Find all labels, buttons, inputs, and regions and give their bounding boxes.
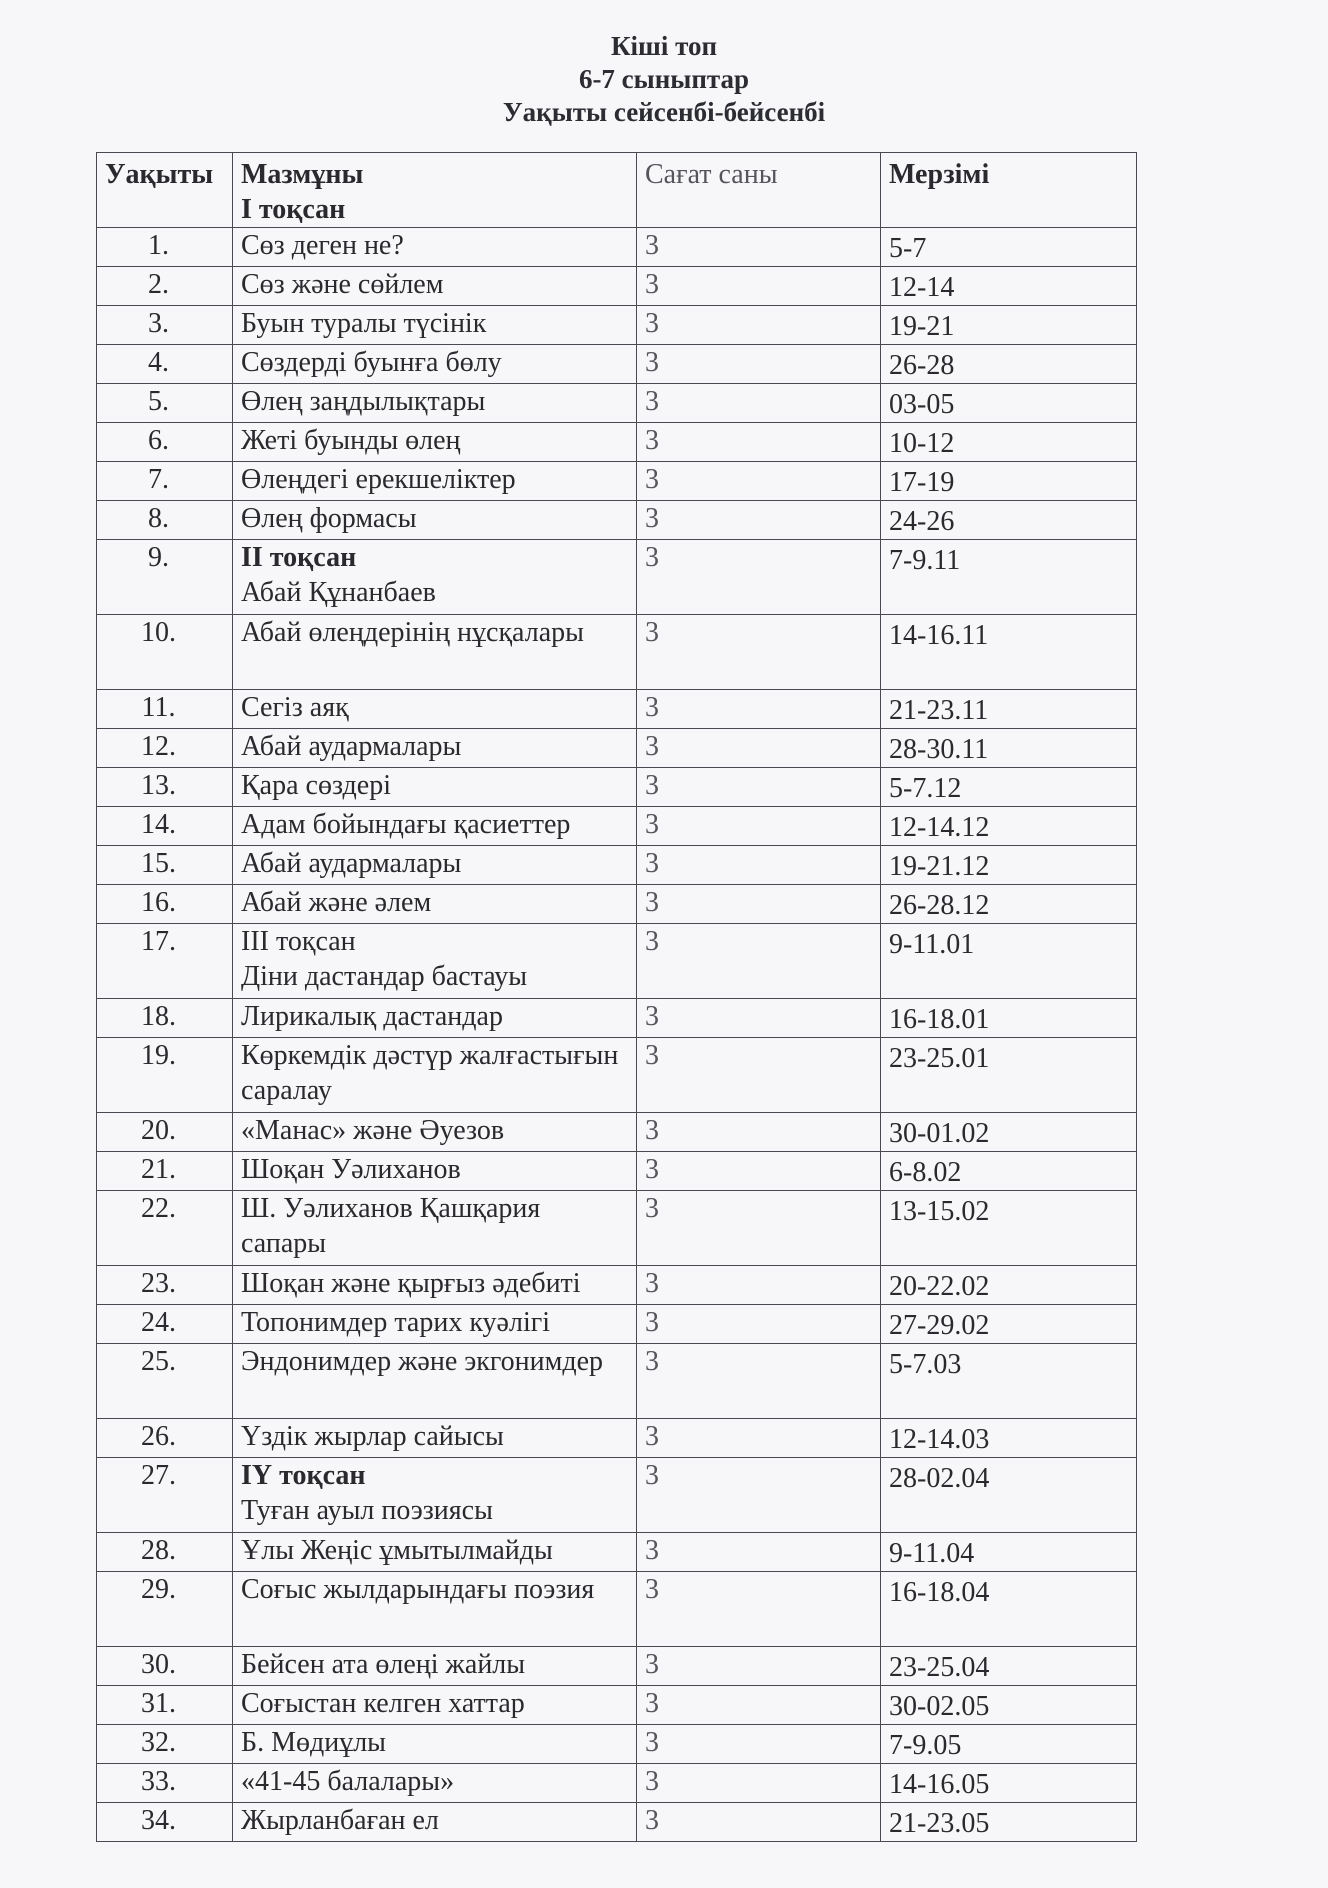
table-row bbox=[97, 1266, 1137, 1305]
topic-text: Соғыстан келген хаттар bbox=[241, 1688, 525, 1719]
table-row bbox=[97, 1533, 1137, 1572]
row-hours: 3 bbox=[637, 306, 881, 345]
row-hours: 3 bbox=[637, 1803, 881, 1842]
row-hours: 3 bbox=[637, 1113, 881, 1152]
row-hours: 3 bbox=[637, 540, 881, 615]
row-hours: 3 bbox=[637, 999, 881, 1038]
row-topic-cell bbox=[233, 1305, 637, 1344]
table-row bbox=[97, 1038, 1137, 1113]
table-row bbox=[97, 690, 1137, 729]
row-number: 32. bbox=[97, 1725, 233, 1764]
table-row bbox=[97, 501, 1137, 540]
quarter-label: ІҮ тоқсан bbox=[241, 1460, 366, 1491]
topic-text: «41-45 балалары» bbox=[241, 1766, 455, 1797]
row-topic-cell bbox=[233, 423, 637, 462]
row-number: 8. bbox=[97, 501, 233, 540]
row-dates: 12-14.12 bbox=[881, 807, 1137, 846]
row-dates: 14-16.05 bbox=[881, 1764, 1137, 1803]
row-dates: 16-18.01 bbox=[881, 999, 1137, 1038]
topic-text: Абай аудармалары bbox=[241, 848, 462, 879]
col-header-hours: Сағат саны bbox=[637, 153, 881, 228]
row-number: 9. bbox=[97, 540, 233, 615]
row-dates: 28-30.11 bbox=[881, 729, 1137, 768]
table-row bbox=[97, 1152, 1137, 1191]
row-number: 18. bbox=[97, 999, 233, 1038]
row-hours: 3 bbox=[637, 1647, 881, 1686]
row-number: 20. bbox=[97, 1113, 233, 1152]
row-topic-cell bbox=[233, 1686, 637, 1725]
topic-text: Лирикалық дастандар bbox=[241, 1001, 503, 1032]
row-topic-cell bbox=[233, 846, 637, 885]
table-row bbox=[97, 423, 1137, 462]
row-hours: 3 bbox=[637, 1686, 881, 1725]
row-topic-cell bbox=[233, 885, 637, 924]
row-dates: 21-23.05 bbox=[881, 1803, 1137, 1842]
row-number: 26. bbox=[97, 1419, 233, 1458]
grades-title: 6-7 сыныптар bbox=[578, 64, 750, 94]
row-number: 12. bbox=[97, 729, 233, 768]
row-topic-cell bbox=[233, 540, 637, 615]
row-hours: 3 bbox=[637, 885, 881, 924]
topic-text: Өлең формасы bbox=[241, 503, 417, 534]
topic-text: Шоқан және қырғыз әдебиті bbox=[241, 1268, 581, 1299]
table-row bbox=[97, 345, 1137, 384]
row-topic-cell bbox=[233, 501, 637, 540]
table-row bbox=[97, 729, 1137, 768]
row-dates: 7-9.05 bbox=[881, 1725, 1137, 1764]
quarter-label: ІІ тоқсан bbox=[241, 542, 357, 573]
row-topic-cell bbox=[233, 1152, 637, 1191]
row-hours: 3 bbox=[637, 924, 881, 999]
row-topic-cell bbox=[233, 1266, 637, 1305]
row-number: 21. bbox=[97, 1152, 233, 1191]
topic-text: Соғыс жылдарындағы поэзия bbox=[241, 1574, 595, 1605]
row-hours: 3 bbox=[637, 384, 881, 423]
row-dates: 6-8.02 bbox=[881, 1152, 1137, 1191]
row-number: 28. bbox=[97, 1533, 233, 1572]
row-number: 23. bbox=[97, 1266, 233, 1305]
topic-text: Сөз және сөйлем bbox=[241, 269, 444, 300]
row-topic-cell bbox=[233, 1725, 637, 1764]
table-row bbox=[97, 924, 1137, 999]
row-dates: 27-29.02 bbox=[881, 1305, 1137, 1344]
row-number: 10. bbox=[97, 615, 233, 690]
row-dates: 7-9.11 bbox=[881, 540, 1137, 615]
table-row bbox=[97, 999, 1137, 1038]
row-dates: 10-12 bbox=[881, 423, 1137, 462]
topic-text: Ш. Уәлиханов Қашқария сапары bbox=[241, 1193, 541, 1259]
topic-text: Абай өлеңдерінің нұсқалары bbox=[241, 617, 584, 648]
row-dates: 21-23.11 bbox=[881, 690, 1137, 729]
table-row bbox=[97, 768, 1137, 807]
row-hours: 3 bbox=[637, 1344, 881, 1419]
row-number: 24. bbox=[97, 1305, 233, 1344]
row-number: 2. bbox=[97, 267, 233, 306]
topic-text: Буын туралы түсінік bbox=[241, 308, 487, 339]
row-topic-cell bbox=[233, 345, 637, 384]
table-row bbox=[97, 1647, 1137, 1686]
topic-text: Абай және әлем bbox=[241, 887, 432, 918]
row-hours: 3 bbox=[637, 1305, 881, 1344]
row-hours: 3 bbox=[637, 423, 881, 462]
row-dates: 20-22.02 bbox=[881, 1266, 1137, 1305]
row-hours: 3 bbox=[637, 1191, 881, 1266]
row-dates: 30-02.05 bbox=[881, 1686, 1137, 1725]
row-number: 13. bbox=[97, 768, 233, 807]
row-number: 29. bbox=[97, 1572, 233, 1647]
table-row bbox=[97, 615, 1137, 690]
table-row bbox=[97, 885, 1137, 924]
row-hours: 3 bbox=[637, 228, 881, 267]
table-row bbox=[97, 1419, 1137, 1458]
row-hours: 3 bbox=[637, 1533, 881, 1572]
row-number: 31. bbox=[97, 1686, 233, 1725]
table-row bbox=[97, 1113, 1137, 1152]
table-row bbox=[97, 1803, 1137, 1842]
row-number: 3. bbox=[97, 306, 233, 345]
row-topic-cell bbox=[233, 690, 637, 729]
row-topic-cell bbox=[233, 306, 637, 345]
row-number: 15. bbox=[97, 846, 233, 885]
row-topic-cell bbox=[233, 1533, 637, 1572]
topic-text: Сөз деген не? bbox=[241, 230, 404, 261]
row-hours: 3 bbox=[637, 690, 881, 729]
row-dates: 17-19 bbox=[881, 462, 1137, 501]
curriculum-table bbox=[96, 152, 1137, 1842]
topic-text: Топонимдер тарих куәлігі bbox=[241, 1307, 550, 1338]
row-number: 34. bbox=[97, 1803, 233, 1842]
table-row bbox=[97, 1191, 1137, 1266]
row-topic-cell bbox=[233, 729, 637, 768]
row-topic-cell bbox=[233, 768, 637, 807]
row-dates: 12-14.03 bbox=[881, 1419, 1137, 1458]
topic-text: Б. Мөдиұлы bbox=[241, 1727, 386, 1758]
row-dates: 9-11.04 bbox=[881, 1533, 1137, 1572]
col-header-dates: Мерзімі bbox=[881, 153, 1137, 228]
row-dates: 16-18.04 bbox=[881, 1572, 1137, 1647]
schedule-title: Уақыты сейсенбі-бейсенбі bbox=[502, 97, 826, 127]
table-row bbox=[97, 306, 1137, 345]
document-header bbox=[0, 30, 1328, 129]
row-dates: 5-7 bbox=[881, 228, 1137, 267]
table-row bbox=[97, 267, 1137, 306]
row-topic-cell bbox=[233, 1458, 637, 1533]
row-dates: 26-28.12 bbox=[881, 885, 1137, 924]
topic-text: Жеті буынды өлең bbox=[241, 425, 461, 456]
topic-text: Сөздерді буынға бөлу bbox=[241, 347, 502, 378]
row-number: 22. bbox=[97, 1191, 233, 1266]
row-number: 25. bbox=[97, 1344, 233, 1419]
row-hours: 3 bbox=[637, 1764, 881, 1803]
row-topic-cell bbox=[233, 1419, 637, 1458]
topic-text: Жырланбаған ел bbox=[241, 1805, 439, 1836]
row-dates: 14-16.11 bbox=[881, 615, 1137, 690]
col-header-time: Уақыты bbox=[97, 153, 233, 228]
row-dates: 03-05 bbox=[881, 384, 1137, 423]
table-row bbox=[97, 1725, 1137, 1764]
table-body bbox=[97, 228, 1137, 1842]
row-hours: 3 bbox=[637, 345, 881, 384]
row-hours: 3 bbox=[637, 846, 881, 885]
table-row bbox=[97, 540, 1137, 615]
col-header-content-label: Мазмұны bbox=[241, 159, 364, 190]
row-hours: 3 bbox=[637, 267, 881, 306]
row-hours: 3 bbox=[637, 1152, 881, 1191]
topic-text: Сегіз аяқ bbox=[241, 692, 349, 723]
row-hours: 3 bbox=[637, 1572, 881, 1647]
row-dates: 23-25.01 bbox=[881, 1038, 1137, 1113]
row-hours: 3 bbox=[637, 501, 881, 540]
row-topic-cell bbox=[233, 615, 637, 690]
table-row bbox=[97, 1458, 1137, 1533]
row-topic-cell bbox=[233, 1113, 637, 1152]
topic-text: Туған ауыл поэзиясы bbox=[241, 1495, 493, 1526]
row-hours: 3 bbox=[637, 1419, 881, 1458]
row-number: 30. bbox=[97, 1647, 233, 1686]
row-number: 7. bbox=[97, 462, 233, 501]
table-row bbox=[97, 1764, 1137, 1803]
row-number: 27. bbox=[97, 1458, 233, 1533]
row-dates: 19-21.12 bbox=[881, 846, 1137, 885]
quarter-1-label: І тоқсан bbox=[241, 194, 346, 225]
table-row bbox=[97, 228, 1137, 267]
topic-text: Ұлы Жеңіс ұмытылмайды bbox=[241, 1535, 553, 1566]
topic-text: Өлең заңдылықтары bbox=[241, 386, 486, 417]
row-topic-cell bbox=[233, 1344, 637, 1419]
row-hours: 3 bbox=[637, 462, 881, 501]
topic-text: Діни дастандар бастауы bbox=[241, 961, 528, 992]
row-number: 6. bbox=[97, 423, 233, 462]
topic-text: Эндонимдер және экгонимдер bbox=[241, 1346, 604, 1377]
col-header-content bbox=[233, 153, 637, 228]
row-hours: 3 bbox=[637, 729, 881, 768]
row-topic-cell bbox=[233, 1191, 637, 1266]
row-hours: 3 bbox=[637, 1725, 881, 1764]
topic-text: Өлеңдегі ерекшеліктер bbox=[241, 464, 516, 495]
table-row bbox=[97, 846, 1137, 885]
topic-text: Абай Құнанбаев bbox=[241, 577, 436, 608]
table-row bbox=[97, 807, 1137, 846]
table-row bbox=[97, 462, 1137, 501]
row-hours: 3 bbox=[637, 1266, 881, 1305]
row-topic-cell bbox=[233, 1572, 637, 1647]
row-topic-cell bbox=[233, 1038, 637, 1113]
row-dates: 19-21 bbox=[881, 306, 1137, 345]
topic-text: «Манас» және Әуезов bbox=[241, 1115, 505, 1146]
row-hours: 3 bbox=[637, 807, 881, 846]
table-row bbox=[97, 1305, 1137, 1344]
row-dates: 24-26 bbox=[881, 501, 1137, 540]
row-number: 16. bbox=[97, 885, 233, 924]
row-dates: 9-11.01 bbox=[881, 924, 1137, 999]
topic-text: Көркемдік дәстүр жалғастығын саралау bbox=[241, 1040, 619, 1106]
row-number: 4. bbox=[97, 345, 233, 384]
row-topic-cell bbox=[233, 228, 637, 267]
quarter-label: ІІІ тоқсан bbox=[241, 926, 356, 957]
row-number: 17. bbox=[97, 924, 233, 999]
table-row bbox=[97, 1572, 1137, 1647]
row-topic-cell bbox=[233, 384, 637, 423]
topic-text: Қара сөздері bbox=[241, 770, 391, 801]
row-number: 5. bbox=[97, 384, 233, 423]
row-number: 1. bbox=[97, 228, 233, 267]
table-row bbox=[97, 384, 1137, 423]
row-dates: 30-01.02 bbox=[881, 1113, 1137, 1152]
row-dates: 13-15.02 bbox=[881, 1191, 1137, 1266]
topic-text: Бейсен ата өлеңі жайлы bbox=[241, 1649, 526, 1680]
row-dates: 26-28 bbox=[881, 345, 1137, 384]
row-topic-cell bbox=[233, 462, 637, 501]
row-number: 19. bbox=[97, 1038, 233, 1113]
topic-text: Абай аудармалары bbox=[241, 731, 462, 762]
topic-text: Шоқан Уәлиханов bbox=[241, 1154, 461, 1185]
row-dates: 23-25.04 bbox=[881, 1647, 1137, 1686]
row-dates: 5-7.03 bbox=[881, 1344, 1137, 1419]
row-topic-cell bbox=[233, 1803, 637, 1842]
row-dates: 28-02.04 bbox=[881, 1458, 1137, 1533]
row-topic-cell bbox=[233, 1764, 637, 1803]
row-number: 11. bbox=[97, 690, 233, 729]
row-topic-cell bbox=[233, 807, 637, 846]
row-topic-cell bbox=[233, 999, 637, 1038]
row-hours: 3 bbox=[637, 1458, 881, 1533]
row-topic-cell bbox=[233, 1647, 637, 1686]
topic-text: Үздік жырлар сайысы bbox=[241, 1421, 504, 1452]
row-hours: 3 bbox=[637, 1038, 881, 1113]
row-topic-cell bbox=[233, 267, 637, 306]
row-hours: 3 bbox=[637, 768, 881, 807]
row-dates: 12-14 bbox=[881, 267, 1137, 306]
table-row bbox=[97, 1686, 1137, 1725]
table-row bbox=[97, 1344, 1137, 1419]
group-title: Кіші топ bbox=[610, 31, 718, 61]
row-number: 14. bbox=[97, 807, 233, 846]
row-hours: 3 bbox=[637, 615, 881, 690]
row-dates: 5-7.12 bbox=[881, 768, 1137, 807]
table-header-row bbox=[97, 153, 1137, 228]
row-topic-cell bbox=[233, 924, 637, 999]
topic-text: Адам бойындағы қасиеттер bbox=[241, 809, 571, 840]
row-number: 33. bbox=[97, 1764, 233, 1803]
